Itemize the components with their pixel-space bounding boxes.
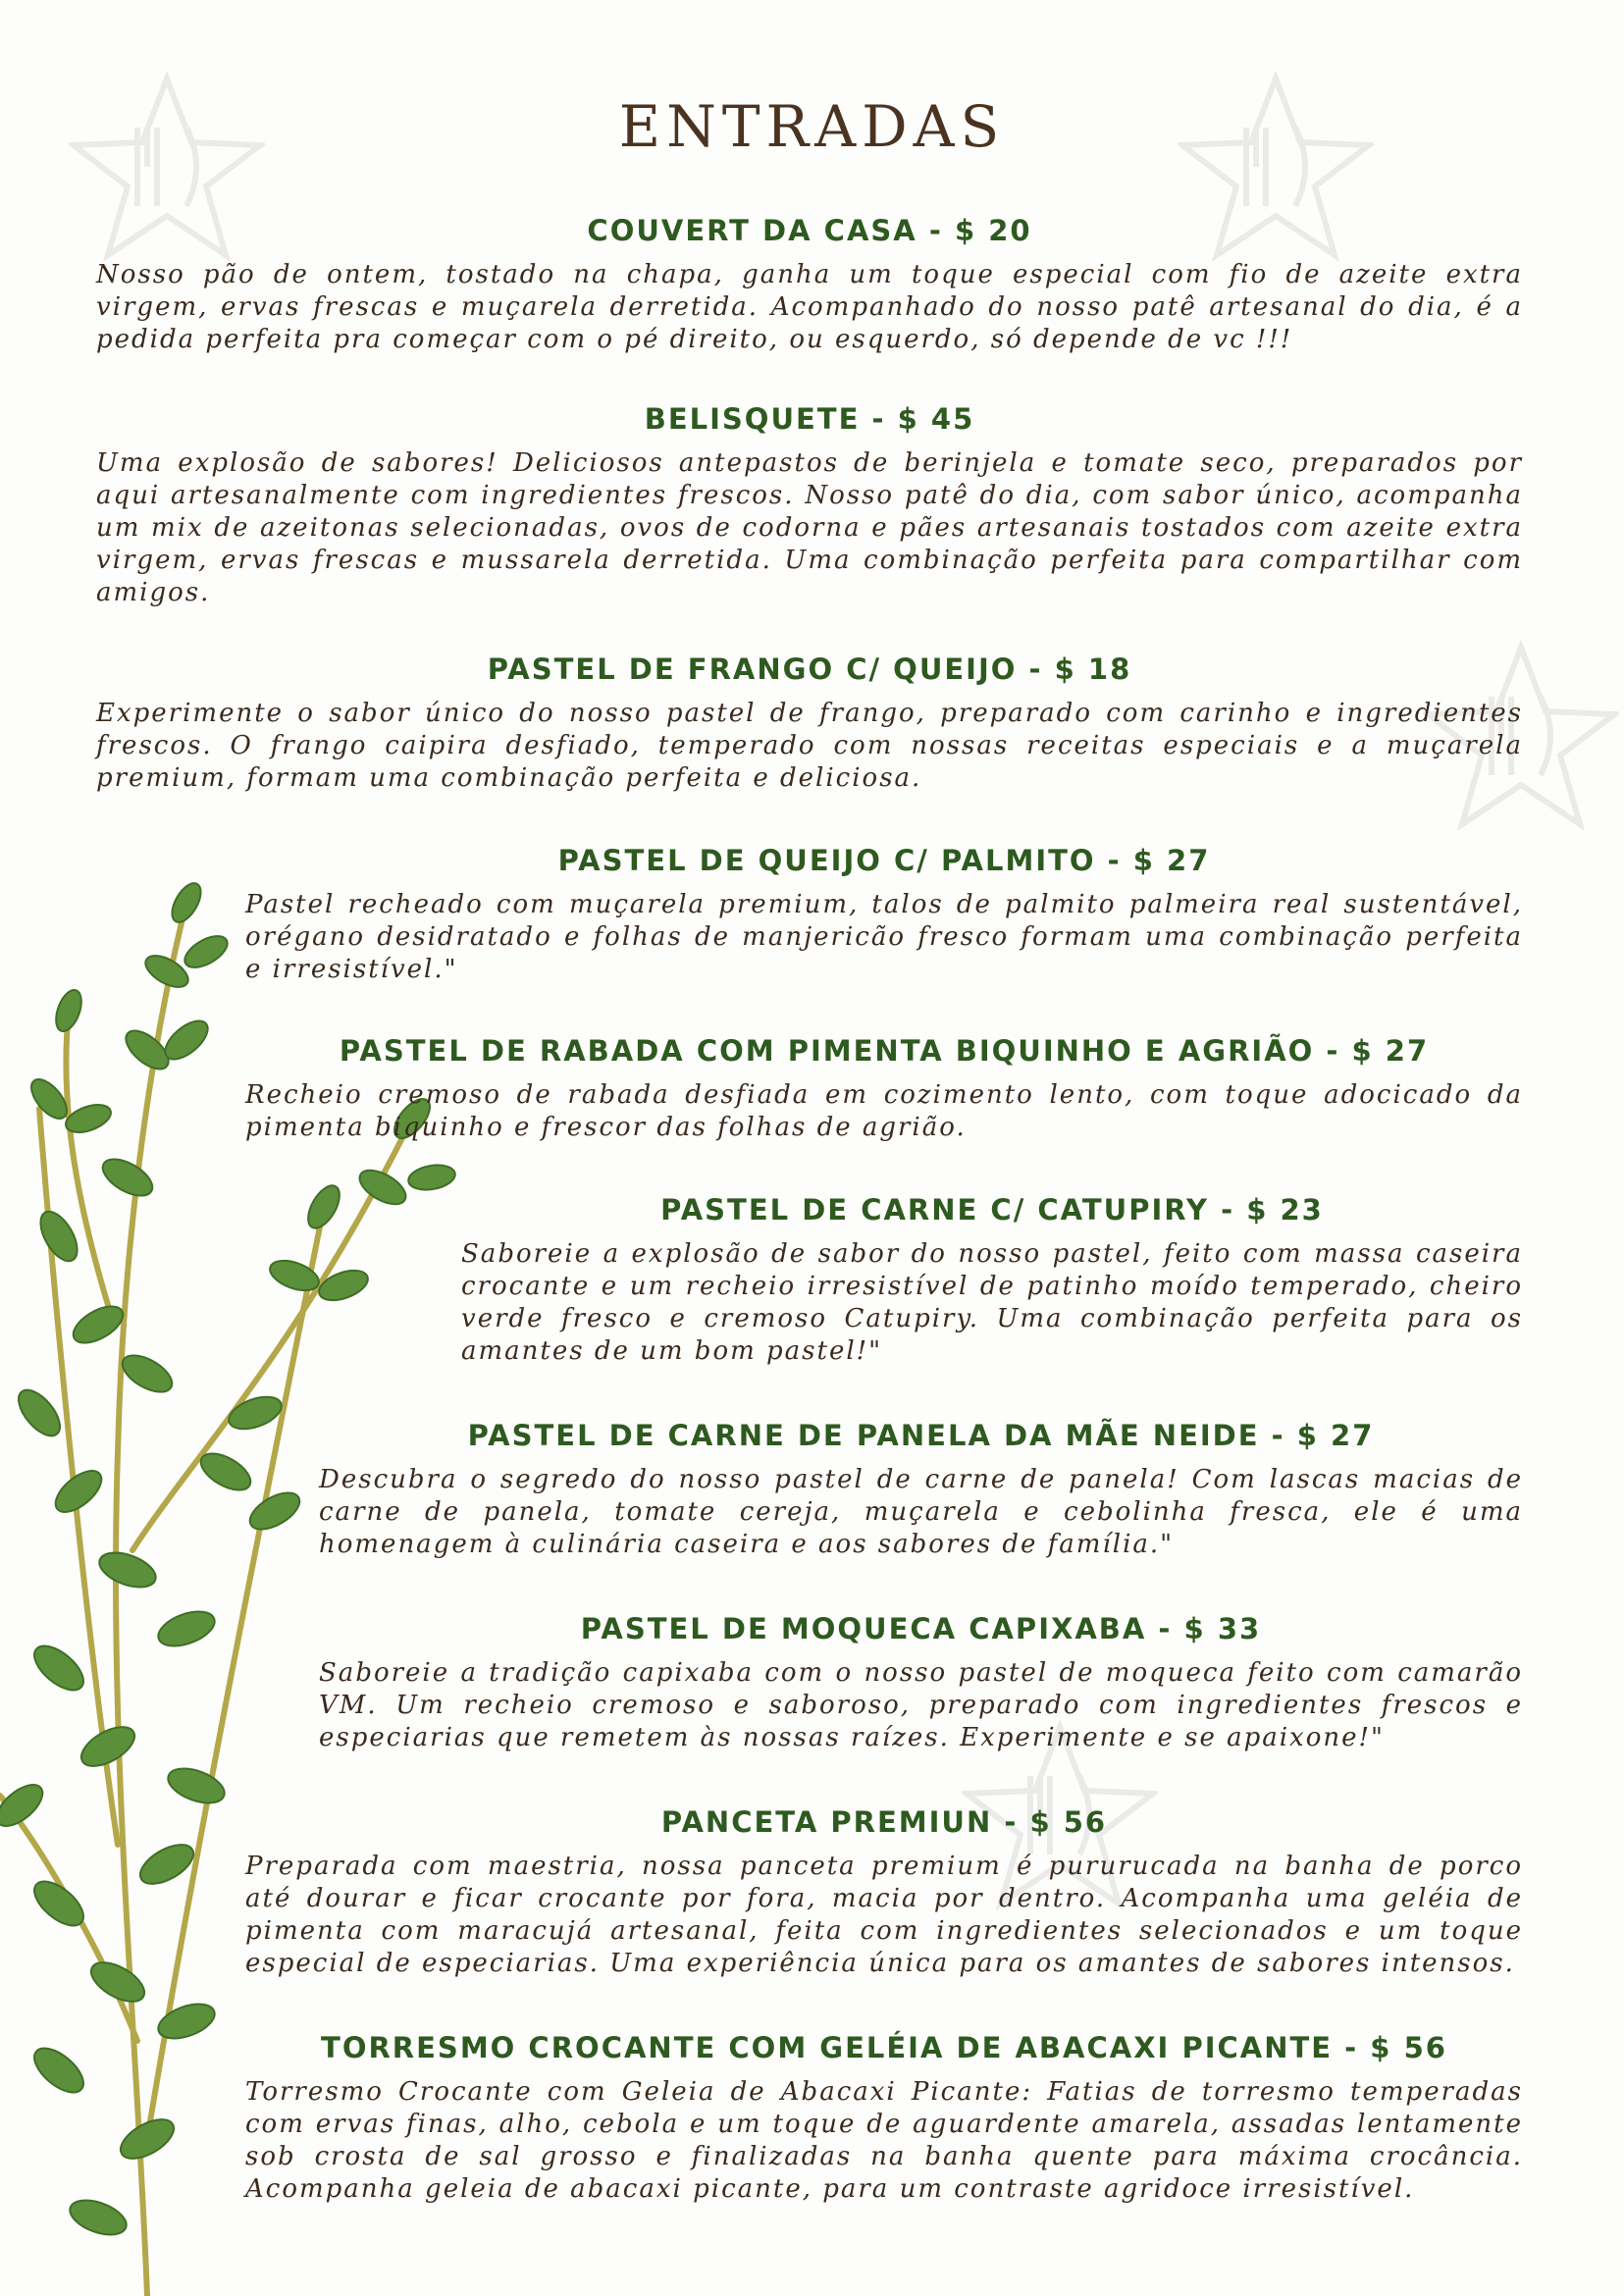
item-name: PANCETA PREMIUN - $ 56 [660,1805,1108,1839]
menu-item [96,214,1523,356]
menu-item [245,1034,1523,1144]
item-name: COUVERT DA CASA - $ 20 [587,214,1032,247]
item-description: Preparada com maestria, nossa panceta premium é pururucada na banha de porco até dourar e ficar crocante por fora, macia por dentro. Acompanha uma geléia de pimenta com maracujá artesanal, feita com ingredientes selecionados e um toque especial de especiarias. Uma experiência única para os amantes de sabores intensos. [245,1852,1523,1978]
item-name: PASTEL DE FRANGO C/ QUEIJO - $ 18 [487,652,1132,686]
menu-item [461,1193,1523,1368]
item-description: Torresmo Crocante com Geleia de Abacaxi Picante: Fatias de torresmo temperadas com ervas finas, alho, cebola e um toque de aguardente amarela, assadas lentamente sob crosta de sal grosso e finalizadas na banha quente para máxima crocância. Acompanha geleia de abacaxi picante, para um contraste agridoce irresistível. [245,2077,1523,2204]
item-name: PASTEL DE QUEIJO C/ PALMITO - $ 27 [557,844,1211,877]
item-description: Descubra o segredo do nosso pastel de carne de panela! Com lascas macias de carne de panela, tomate cereja, muçarela e cebolinha fresca, ele é uma homenagem à culinária caseira e aos sabores de família." [319,1465,1523,1559]
menu-item [96,402,1523,609]
menu-item [245,2031,1523,2206]
item-description: Saboreie a tradição capixaba com o nosso pastel de moqueca feito com camarão VM. Um recheio cremoso e saboroso, preparado com ingredientes frescos e especiarias que remetem às nossas raízes. Experimente e se apaixone!" [319,1658,1523,1752]
menu-item [319,1612,1523,1754]
item-name: TORRESMO CROCANTE COM GELÉIA DE ABACAXI PICANTE - $ 56 [321,2031,1447,2064]
item-description: Uma explosão de sabores! Deliciosos antepastos de berinjela e tomate seco, preparados por aqui artesanalmente com ingredientes frescos. Nosso patê do dia, com sabor único, acompanha um mix de azeitonas selecionadas, ovos de codorna e pães artesanais tostados com azeite extra virgem, ervas frescas e mussarela derretida. Uma combinação perfeita para compartilhar com amigos. [96,448,1523,607]
item-name: PASTEL DE CARNE C/ CATUPIRY - $ 23 [660,1193,1324,1226]
menu-item [245,844,1523,986]
item-description: Experimente o sabor único do nosso pastel de frango, preparado com carinho e ingredientes frescos. O frango caipira desfiado, temperado com nossas receitas especiais e a muçarela premium, formam uma combinação perfeita e deliciosa. [96,699,1523,793]
item-name: PASTEL DE MOQUECA CAPIXABA - $ 33 [580,1612,1262,1645]
menu-item [245,1805,1523,1980]
item-description: Pastel recheado com muçarela premium, talos de palmito palmeira real sustentável, orégano desidratado e folhas de manjericão fresco formam uma combinação perfeita e irresistível." [245,890,1523,984]
item-name: PASTEL DE RABADA COM PIMENTA BIQUINHO E AGRIÃO - $ 27 [339,1034,1430,1068]
item-name: PASTEL DE CARNE DE PANELA DA MÃE NEIDE - $ 27 [467,1419,1375,1452]
item-description: Nosso pão de ontem, tostado na chapa, ganha um toque especial com fio de azeite extra virgem, ervas frescas e muçarela derretida. Acompanhado do nosso patê artesanal do dia, é a pedida perfeita pra começar com o pé direito, ou esquerdo, só depende de vc !!! [96,260,1523,354]
item-name: BELISQUETE - $ 45 [644,402,975,436]
menu-item [96,652,1523,795]
item-description: Saboreie a explosão de sabor do nosso pastel, feito com massa caseira crocante e um recheio irresistível de patinho moído temperado, cheiro verde fresco e cremoso Catupiry. Uma combinação perfeita para os amantes de um bom pastel!" [461,1239,1523,1366]
page-title: ENTRADAS [618,93,1006,160]
menu-item [319,1419,1523,1561]
item-description: Recheio cremoso de rabada desfiada em cozimento lento, com toque adocicado da pimenta biquinho e frescor das folhas de agrião. [245,1080,1523,1142]
